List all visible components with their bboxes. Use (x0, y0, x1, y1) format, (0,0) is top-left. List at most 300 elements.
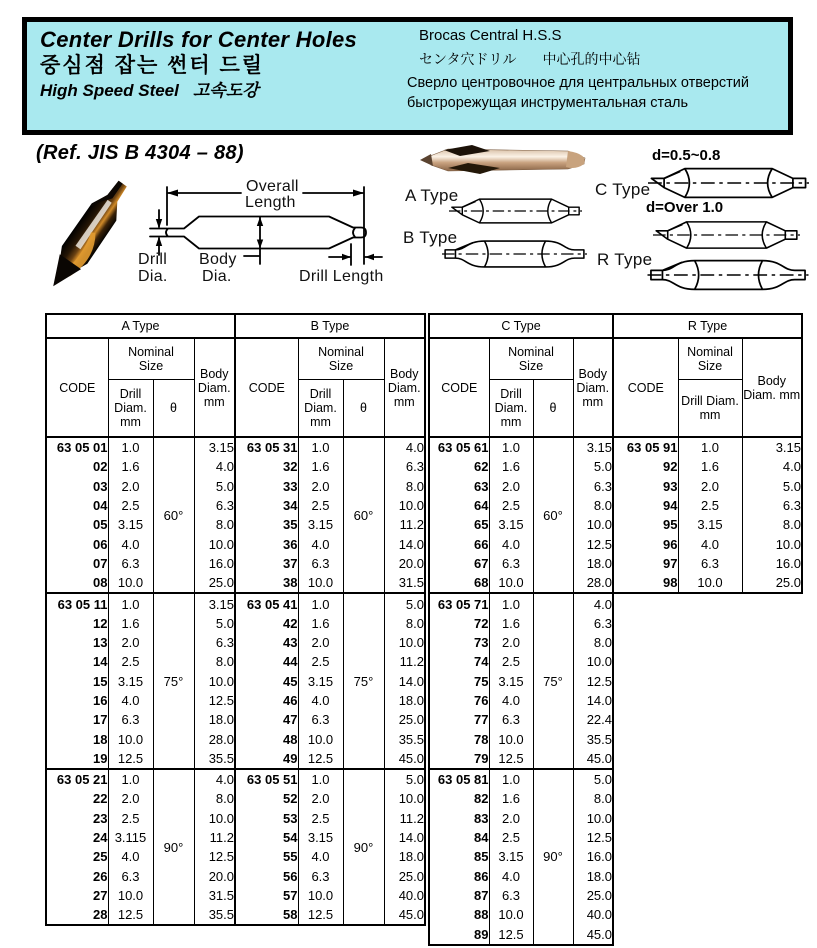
body-diam-cell: 12.5 (208, 693, 234, 708)
table-row (236, 691, 425, 710)
drill-diam-cell: 2.0 (108, 477, 153, 496)
drill-diam-cell: 6.3 (108, 867, 153, 886)
a-type-label: A Type (405, 186, 459, 205)
c-type-label: C Type (595, 180, 651, 199)
code-cell: 47 (236, 710, 298, 729)
drill-diam-cell: 2.5 (108, 496, 153, 515)
code-cell: 98 (614, 573, 678, 593)
body-diam-cell: 16.0 (208, 555, 234, 571)
type-header: R Type (614, 314, 802, 338)
table-row (46, 593, 235, 613)
table-row (429, 593, 613, 613)
code-cell: 63 05 51 (236, 769, 298, 789)
body-dia-label-1: Body (199, 251, 237, 268)
table-row (429, 672, 613, 691)
drill-diam-cell: 1.0 (489, 437, 533, 457)
body-diam-column-header: Body Diam. mm (743, 373, 801, 402)
drill-diam-cell: 4.0 (489, 691, 533, 710)
body-diam-cell: 8.0 (593, 791, 612, 807)
code-cell: 83 (429, 809, 489, 828)
drill-diam-cell: 12.5 (489, 924, 533, 944)
code-cell: 07 (46, 554, 108, 573)
code-cell: 87 (429, 886, 489, 905)
body-diam-cell: 11.2 (399, 517, 424, 533)
body-diam-cell: 25.0 (775, 575, 801, 591)
angle-block-1 (46, 437, 235, 593)
code-cell: 62 (429, 457, 489, 476)
drill-diam-cell: 10.0 (298, 886, 343, 905)
angle-block-3 (236, 769, 425, 925)
theta-cell: 60° (343, 437, 384, 593)
drill-diam-cell: 12.5 (489, 749, 533, 769)
body-diam-cell: 16.0 (775, 555, 801, 571)
drill-diam-cell: 2.0 (489, 809, 533, 828)
table-row (46, 729, 235, 748)
table-row (236, 749, 425, 769)
angle-block-1 (614, 437, 802, 593)
code-cell: 58 (236, 905, 298, 925)
drill-diam-cell: 1.0 (489, 769, 533, 789)
drill-diam-cell: 10.0 (489, 905, 533, 924)
table-row (429, 633, 613, 652)
title-japanese: センタ穴ドリル (419, 51, 517, 67)
drill-diam-cell: 12.5 (298, 905, 343, 925)
table-row (429, 710, 613, 729)
drill-diam-cell: 1.6 (108, 457, 153, 476)
table-row (236, 633, 425, 652)
body-diam-cell: 14.0 (398, 830, 424, 846)
drill-diam-cell: 10.0 (108, 573, 153, 593)
a-type-table (45, 313, 236, 926)
title-cjk (419, 52, 749, 66)
body-diam-cell: 8.0 (593, 635, 612, 651)
body-diam-cell: 6.3 (215, 498, 234, 514)
drill-diam-cell: 1.6 (298, 457, 343, 476)
body-diam-cell: 5.0 (215, 615, 234, 631)
angle-block-1 (429, 437, 613, 593)
drill-diam-cell: 2.0 (298, 633, 343, 652)
center-drill-photo-horizontal (418, 143, 590, 177)
drill-diam-cell: 1.6 (489, 614, 533, 633)
type-header: B Type (236, 314, 425, 338)
code-cell: 25 (46, 847, 108, 866)
body-diam-cell: 8.0 (215, 654, 234, 670)
table-row (236, 886, 425, 905)
table-row (236, 614, 425, 633)
column-header-row-1 (236, 338, 425, 380)
b-type-drawing (442, 230, 587, 278)
body-diam-cell: 11.2 (399, 810, 424, 826)
code-column-header: CODE (614, 338, 678, 437)
drill-diam-cell: 1.0 (678, 437, 742, 457)
drill-diam-cell: 1.0 (108, 437, 153, 457)
table-row (429, 652, 613, 671)
code-cell: 46 (236, 691, 298, 710)
code-cell: 27 (46, 886, 108, 905)
body-diam-cell: 25.0 (398, 868, 424, 884)
table-row (429, 437, 613, 457)
drill-diam-cell: 3.15 (108, 515, 153, 534)
column-header-row-1 (614, 338, 802, 380)
body-diam-cell: 10.0 (586, 517, 612, 533)
body-diam-cell: 8.0 (593, 498, 612, 514)
nominal-size-text: Nominal Size (687, 345, 733, 373)
jis-reference: (Ref. JIS B 4304 – 88) (36, 142, 244, 164)
drill-diam-cell: 4.0 (489, 867, 533, 886)
drill-diam-cell: 2.0 (298, 789, 343, 808)
drill-diam-cell: 12.5 (298, 749, 343, 769)
table-row (429, 847, 613, 866)
column-header-row-1 (429, 338, 613, 380)
body-diam-cell: 18.0 (586, 555, 612, 571)
drill-diam-cell: 1.6 (489, 457, 533, 476)
body-diam-cell: 8.0 (405, 615, 424, 631)
table-row (46, 769, 235, 789)
code-cell: 63 05 31 (236, 437, 298, 457)
drill-diam-cell: 1.0 (108, 593, 153, 613)
drill-diam-cell: 6.3 (678, 554, 742, 573)
drill-diam-cell: 3.15 (489, 847, 533, 866)
body-diam-cell: 3.15 (208, 440, 234, 456)
theta-cell: 75° (533, 593, 573, 769)
body-diam-cell: 45.0 (586, 926, 612, 942)
drill-diam-cell: 2.0 (298, 477, 343, 496)
drill-diam-cell: 1.0 (489, 593, 533, 613)
table-row (429, 789, 613, 808)
body-diam-cell: 8.0 (215, 791, 234, 807)
code-cell: 97 (614, 554, 678, 573)
nominal-size-text: Nominal Size (318, 345, 364, 373)
table-row (46, 886, 235, 905)
body-diam-cell: 4.0 (215, 459, 234, 475)
body-diam-cell: 25.0 (208, 575, 234, 591)
table-row (614, 515, 802, 534)
table-row (236, 809, 425, 828)
drill-diam-cell: 2.0 (489, 477, 533, 496)
table-row (429, 534, 613, 553)
code-cell: 82 (429, 789, 489, 808)
drill-diam-cell: 2.0 (108, 789, 153, 808)
body-diam-column-header: Body Diam. mm (197, 366, 231, 409)
body-diam-cell: 10.0 (398, 498, 424, 514)
code-cell: 23 (46, 809, 108, 828)
drill-diam-cell: 2.5 (298, 496, 343, 515)
nominal-size-header (108, 338, 194, 380)
body-diam-cell: 12.5 (586, 536, 612, 552)
drill-diam-column-header: Drill Diam. mm (489, 380, 533, 438)
r-type-label: R Type (597, 250, 653, 269)
code-cell: 22 (46, 789, 108, 808)
code-cell: 92 (614, 457, 678, 476)
body-diam-cell: 28.0 (208, 731, 234, 747)
title-russian-1: Сверло центровочное для центральных отверстий (407, 75, 750, 91)
table-row (236, 477, 425, 496)
drill-diam-cell: 10.0 (678, 573, 742, 593)
body-diam-cell: 45.0 (398, 907, 424, 923)
drill-diam-cell: 6.3 (489, 710, 533, 729)
body-diam-cell: 14.0 (586, 693, 612, 708)
body-diam-cell: 18.0 (586, 868, 612, 884)
table-row (236, 652, 425, 671)
body-diam-cell: 5.0 (405, 596, 424, 612)
code-cell: 18 (46, 729, 108, 748)
body-diam-column-header: Body Diam. mm (576, 366, 610, 409)
table-row (236, 534, 425, 553)
drill-diam-cell: 3.115 (108, 828, 153, 847)
table-row (46, 633, 235, 652)
code-cell: 36 (236, 534, 298, 553)
table-row (46, 457, 235, 476)
table-row (236, 437, 425, 457)
body-diam-cell: 28.0 (586, 575, 612, 591)
column-header-row-1 (46, 338, 235, 380)
drill-diam-cell: 10.0 (108, 729, 153, 748)
drill-diam-cell: 1.6 (108, 614, 153, 633)
drill-diam-cell: 2.5 (108, 809, 153, 828)
table-row (236, 593, 425, 613)
body-diam-cell: 3.15 (586, 440, 612, 456)
body-diam-cell: 45.0 (586, 750, 612, 766)
header-right (407, 27, 750, 115)
code-cell: 63 05 41 (236, 593, 298, 613)
body-diam-cell: 12.5 (586, 673, 612, 689)
table-row (429, 749, 613, 769)
table-row (236, 573, 425, 593)
body-diam-cell: 3.15 (208, 596, 234, 612)
table-row (46, 515, 235, 534)
code-cell: 63 05 01 (46, 437, 108, 457)
table-row (429, 554, 613, 573)
table-row (429, 809, 613, 828)
code-cell: 88 (429, 905, 489, 924)
table-row (46, 496, 235, 515)
code-cell: 68 (429, 573, 489, 593)
drill-diam-cell: 3.15 (489, 672, 533, 691)
drill-diam-cell: 6.3 (298, 710, 343, 729)
drill-diam-cell: 2.5 (489, 496, 533, 515)
angle-block-1 (236, 437, 425, 593)
code-cell: 67 (429, 554, 489, 573)
body-diam-cell: 20.0 (208, 868, 234, 884)
nominal-size-header (298, 338, 384, 380)
drill-diam-cell: 4.0 (298, 534, 343, 553)
body-diam-cell: 5.0 (782, 478, 801, 494)
drill-diam-cell: 3.15 (298, 672, 343, 691)
body-diam-cell: 12.5 (586, 830, 612, 846)
drill-diam-cell: 2.0 (108, 633, 153, 652)
drill-diam-cell: 1.6 (678, 457, 742, 476)
angle-block-3 (429, 769, 613, 945)
code-cell: 16 (46, 691, 108, 710)
body-diam-cell: 22.4 (586, 712, 612, 728)
body-diam-cell: 14.0 (398, 673, 424, 689)
code-cell: 02 (46, 457, 108, 476)
drill-diam-cell: 4.0 (489, 534, 533, 553)
table-row (46, 534, 235, 553)
r-type-table (614, 313, 803, 594)
drill-diam-cell: 1.0 (298, 769, 343, 789)
body-diam-cell: 31.5 (208, 887, 234, 903)
body-diam-cell: 4.0 (215, 772, 234, 788)
code-cell: 76 (429, 691, 489, 710)
d-small-label: d=0.5~0.8 (652, 147, 721, 164)
body-diam-cell: 25.0 (398, 712, 424, 728)
code-cell: 13 (46, 633, 108, 652)
code-cell: 35 (236, 515, 298, 534)
drill-diam-cell: 10.0 (298, 729, 343, 748)
type-header: A Type (46, 314, 235, 338)
body-diam-cell: 14.0 (398, 536, 424, 552)
body-diam-cell: 4.0 (593, 596, 612, 612)
table-row (46, 710, 235, 729)
drill-diam-cell: 2.5 (298, 809, 343, 828)
body-diam-cell: 35.5 (208, 907, 234, 923)
table-row (236, 672, 425, 691)
drill-dia-label-1: Drill (138, 251, 168, 268)
theta-cell: 60° (533, 437, 573, 593)
table-row (429, 477, 613, 496)
code-cell: 66 (429, 534, 489, 553)
code-cell: 12 (46, 614, 108, 633)
c-type-large-drawing (636, 214, 817, 256)
code-cell: 17 (46, 710, 108, 729)
body-diam-cell: 8.0 (782, 517, 801, 533)
drill-diam-cell: 1.0 (298, 437, 343, 457)
code-cell: 77 (429, 710, 489, 729)
code-cell: 44 (236, 652, 298, 671)
drill-diam-cell: 3.15 (298, 828, 343, 847)
body-diam-cell: 8.0 (215, 517, 234, 533)
body-diam-cell: 5.0 (405, 772, 424, 788)
drill-diam-cell: 2.5 (108, 652, 153, 671)
table-row (46, 789, 235, 808)
table-row (46, 905, 235, 925)
code-cell: 52 (236, 789, 298, 808)
theta-cell: 90° (533, 769, 573, 945)
nominal-size-text: Nominal Size (128, 345, 174, 373)
drill-diam-cell: 4.0 (298, 847, 343, 866)
drill-dia-label-2: Dia. (138, 268, 168, 285)
drill-diam-cell: 2.0 (678, 477, 742, 496)
code-cell: 37 (236, 554, 298, 573)
nominal-size-text: Nominal Size (508, 345, 554, 373)
code-cell: 72 (429, 614, 489, 633)
code-cell: 05 (46, 515, 108, 534)
table-row (429, 924, 613, 944)
angle-block-2 (46, 593, 235, 769)
code-cell: 63 05 71 (429, 593, 489, 613)
nominal-size-header (678, 338, 742, 380)
drill-diam-cell: 6.3 (108, 710, 153, 729)
body-diam-cell: 10.0 (208, 536, 234, 552)
d-large-label: d=Over 1.0 (646, 199, 724, 216)
code-cell: 56 (236, 867, 298, 886)
drill-diam-cell: 4.0 (108, 534, 153, 553)
body-diam-cell: 40.0 (398, 887, 424, 903)
code-cell: 33 (236, 477, 298, 496)
drill-diam-cell: 10.0 (489, 573, 533, 593)
body-diam-cell: 6.3 (215, 635, 234, 651)
body-diam-cell: 35.5 (208, 750, 234, 766)
code-cell: 63 05 11 (46, 593, 108, 613)
code-cell: 74 (429, 652, 489, 671)
drill-diam-cell: 10.0 (489, 729, 533, 748)
code-cell: 64 (429, 496, 489, 515)
body-diam-cell: 10.0 (398, 791, 424, 807)
drill-diam-cell: 6.3 (108, 554, 153, 573)
drill-diam-cell: 6.3 (489, 886, 533, 905)
drill-diam-cell: 10.0 (108, 886, 153, 905)
body-diam-cell: 18.0 (398, 849, 424, 865)
table-row (614, 554, 802, 573)
theta-cell: 75° (343, 593, 384, 769)
table-row (614, 496, 802, 515)
table-row (46, 437, 235, 457)
a-type-drawing (447, 192, 584, 230)
table-row (614, 437, 802, 457)
drill-diam-column-header: Drill Diam. mm (298, 380, 343, 438)
angle-block-3 (46, 769, 235, 925)
table-row (429, 886, 613, 905)
code-cell: 63 05 61 (429, 437, 489, 457)
code-cell: 84 (429, 828, 489, 847)
table-row (236, 554, 425, 573)
table-row (614, 534, 802, 553)
body-diam-cell: 16.0 (586, 849, 612, 865)
code-cell: 34 (236, 496, 298, 515)
drill-diam-cell: 6.3 (298, 867, 343, 886)
drill-length-label: Drill Length (299, 268, 384, 285)
code-cell: 75 (429, 672, 489, 691)
body-diam-column-header: Body Diam. mm (387, 366, 421, 409)
table-row (46, 867, 235, 886)
drill-diam-cell: 12.5 (108, 749, 153, 769)
body-diam-cell: 5.0 (215, 478, 234, 494)
code-cell: 93 (614, 477, 678, 496)
table-row (429, 573, 613, 593)
table-row (429, 828, 613, 847)
title-russian-2: быстрорежущая инструментальная сталь (407, 94, 689, 111)
drill-diam-cell: 1.0 (108, 769, 153, 789)
drill-diam-cell: 2.0 (489, 633, 533, 652)
table-row (46, 691, 235, 710)
body-diam-cell: 35.5 (586, 731, 612, 747)
table-row (46, 477, 235, 496)
drill-diam-cell: 4.0 (298, 691, 343, 710)
code-cell: 32 (236, 457, 298, 476)
body-diam-cell: 18.0 (208, 712, 234, 728)
overall-length-label-2: Length (245, 194, 296, 211)
code-cell: 63 05 21 (46, 769, 108, 789)
drill-diam-cell: 6.3 (489, 554, 533, 573)
drill-diam-cell: 12.5 (108, 905, 153, 925)
table-row (236, 769, 425, 789)
table-row (236, 729, 425, 748)
drill-diam-cell: 4.0 (678, 534, 742, 553)
code-cell: 19 (46, 749, 108, 769)
code-column-header: CODE (46, 338, 108, 437)
body-diam-cell: 12.5 (208, 849, 234, 865)
theta-cell: 75° (153, 593, 194, 769)
code-cell: 28 (46, 905, 108, 925)
table-row (46, 672, 235, 691)
drill-diam-cell: 10.0 (298, 573, 343, 593)
table-row (429, 867, 613, 886)
c-type-table (428, 313, 614, 946)
drill-diam-cell: 3.15 (108, 672, 153, 691)
body-diam-cell: 18.0 (398, 693, 424, 708)
code-cell: 89 (429, 924, 489, 944)
